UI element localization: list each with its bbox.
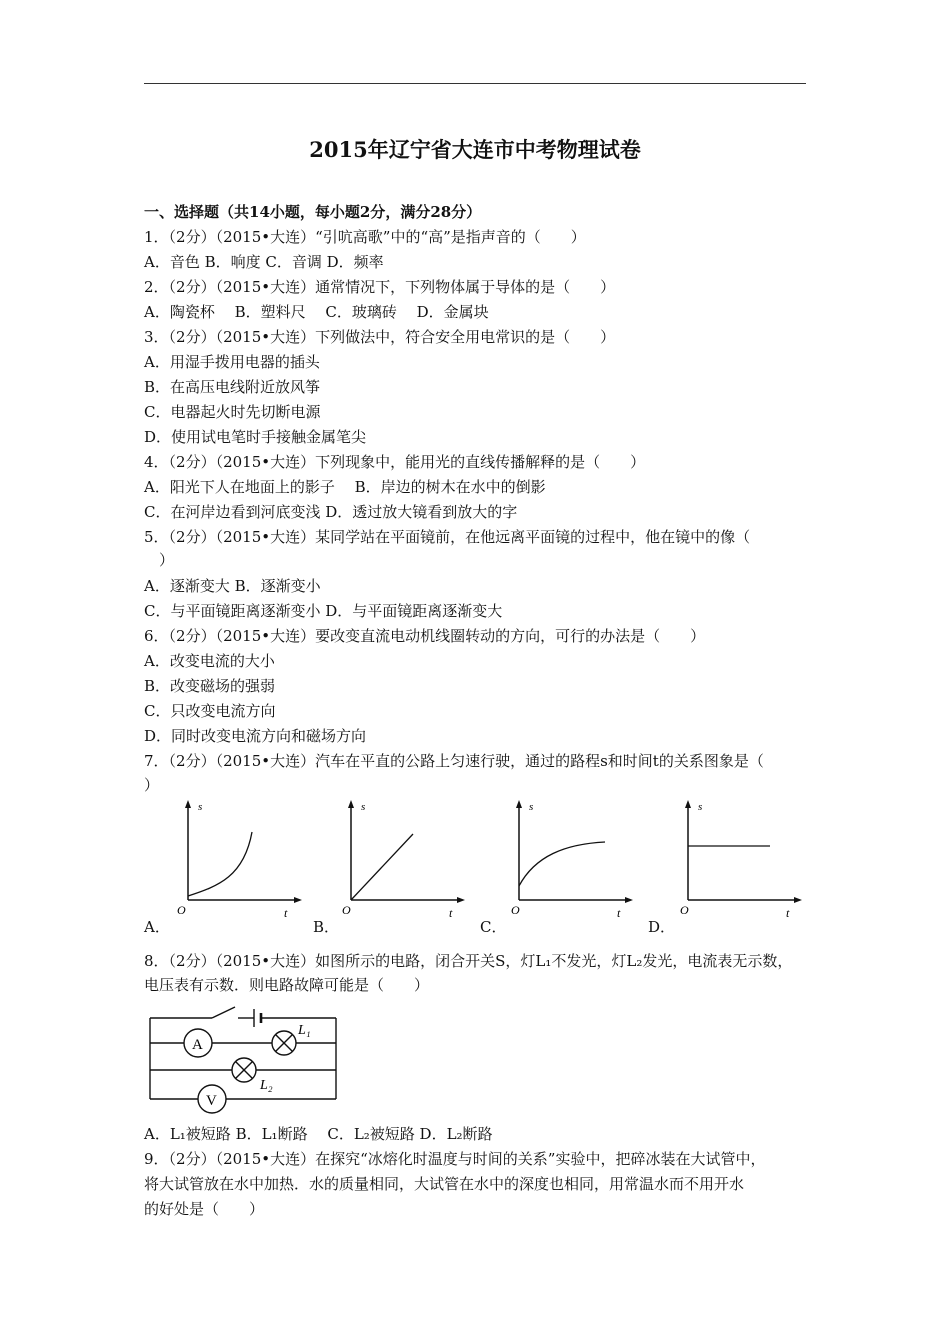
q5-stem: 5．（2分）（2015•大连）某同学站在平面镜前，在他远离平面镜的过程中，他在镜中的像（ (144, 528, 751, 546)
q7-choice-d: D． (648, 918, 676, 936)
q8-circuit-diagram (140, 1003, 350, 1118)
q7-choice-c: C． (480, 918, 507, 936)
q5-options-cd: C．与平面镜距离逐渐变小 D．与平面镜距离逐渐变大 (144, 602, 503, 620)
q7-stem: 7．（2分）（2015•大连）汽车在平直的公路上匀速行驶，通过的路程s和时间t的关系图象是（ (144, 752, 764, 770)
axis-t-label: t (284, 906, 288, 920)
q6-option-b: B．改变磁场的强弱 (144, 677, 276, 695)
curve-accelerating (188, 832, 252, 896)
lamp-l1-label: L₁ (298, 1023, 311, 1038)
switch-icon (212, 1007, 235, 1018)
axis-t-label: t (786, 906, 790, 920)
axis-s-label: s (198, 801, 203, 813)
q4-stem: 4．（2分）（2015•大连）下列现象中，能用光的直线传播解释的是（ ） (144, 453, 646, 471)
q6-option-d: D．同时改变电流方向和磁场方向 (144, 727, 367, 745)
origin-label: O (511, 903, 520, 917)
line-proportional (351, 834, 413, 900)
x-arrow-icon (625, 897, 633, 903)
q9-stem: 9．（2分）（2015•大连）在探究“冰熔化时温度与时间的关系”实验中，把碎冰装在大试管中， (144, 1150, 766, 1168)
origin-label: O (680, 903, 689, 917)
q5-options-ab: A．逐渐变大 B．逐渐变小 (144, 577, 321, 595)
axis-t-label: t (617, 906, 621, 920)
q1-options: A．音色 B．响度 C．音调 D．频率 (144, 253, 384, 271)
q3-option-c: C．电器起火时先切断电源 (144, 403, 321, 421)
q2-stem: 2．（2分）（2015•大连）通常情况下，下列物体属于导体的是（ ） (144, 278, 616, 296)
q8-stem-cont: 电压表有示数．则电路故障可能是（ ） (144, 976, 430, 994)
q3-option-a: A．用湿手拨用电器的插头 (144, 353, 320, 371)
q4-options-ab: A．阳光下人在地面上的影子 B．岸边的树木在水中的倒影 (144, 478, 546, 496)
ammeter-label: A (192, 1037, 203, 1053)
axis-t-label: t (449, 906, 453, 920)
q1-stem: 1．（2分）（2015•大连）“引吭高歌”中的“高”是指声音的（ ） (144, 228, 586, 246)
x-arrow-icon (294, 897, 302, 903)
q3-stem: 3．（2分）（2015•大连）下列做法中，符合安全用电常识的是（ ） (144, 328, 616, 346)
q4-options-cd: C．在河岸边看到河底变浅 D．透过放大镜看到放大的字 (144, 503, 518, 521)
y-arrow-icon (685, 800, 691, 808)
q7-graph-c (505, 796, 635, 926)
q9-stem-cont2: 的好处是（ ） (144, 1200, 265, 1218)
y-arrow-icon (348, 800, 354, 808)
curve-decelerating (519, 842, 605, 886)
q8-options: A．L₁被短路 B．L₁断路 C．L₂被短路 D．L₂断路 (144, 1125, 493, 1143)
q7-graph-b (337, 796, 467, 926)
q7-graph-a (174, 796, 304, 926)
q3-option-d: D．使用试电笔时手接触金属笔尖 (144, 428, 367, 446)
axis-s-label: s (698, 801, 703, 813)
x-arrow-icon (457, 897, 465, 903)
q6-stem: 6．（2分）（2015•大连）要改变直流电动机线圈转动的方向，可行的办法是（ ） (144, 627, 706, 645)
axis-s-label: s (361, 801, 366, 813)
q8-stem: 8．（2分）（2015•大连）如图所示的电路，闭合开关S，灯L₁不发光，灯L₂发光，电流表无示数， (144, 952, 793, 970)
q3-option-b: B．在高压电线附近放风筝 (144, 378, 321, 396)
section-heading: 一、选择题（共14小题，每小题2分，满分28分） (144, 203, 482, 221)
header-rule (144, 83, 806, 84)
origin-label: O (177, 903, 186, 917)
y-arrow-icon (516, 800, 522, 808)
q7-choice-a: A． (144, 918, 170, 936)
q5-stem-cont: ） (144, 551, 175, 569)
q6-option-a: A．改变电流的大小 (144, 652, 275, 670)
lamp-l2-label: L₂ (260, 1078, 273, 1093)
y-arrow-icon (185, 800, 191, 808)
x-arrow-icon (794, 897, 802, 903)
origin-label: O (342, 903, 351, 917)
q9-stem-cont1: 将大试管放在水中加热．水的质量相同，大试管在水中的深度也相同，用常温水而不用开水 (144, 1175, 745, 1193)
q6-option-c: C．只改变电流方向 (144, 702, 276, 720)
axis-s-label: s (529, 801, 534, 813)
q7-graph-d (674, 796, 804, 926)
voltmeter-label: V (206, 1093, 217, 1109)
page-title: 2015年辽宁省大连市中考物理试卷 (309, 137, 641, 162)
q7-choice-b: B． (313, 918, 340, 936)
q7-stem-cont: ） (144, 776, 160, 794)
q2-options: A．陶瓷杯 B．塑料尺 C．玻璃砖 D．金属块 (144, 303, 489, 321)
